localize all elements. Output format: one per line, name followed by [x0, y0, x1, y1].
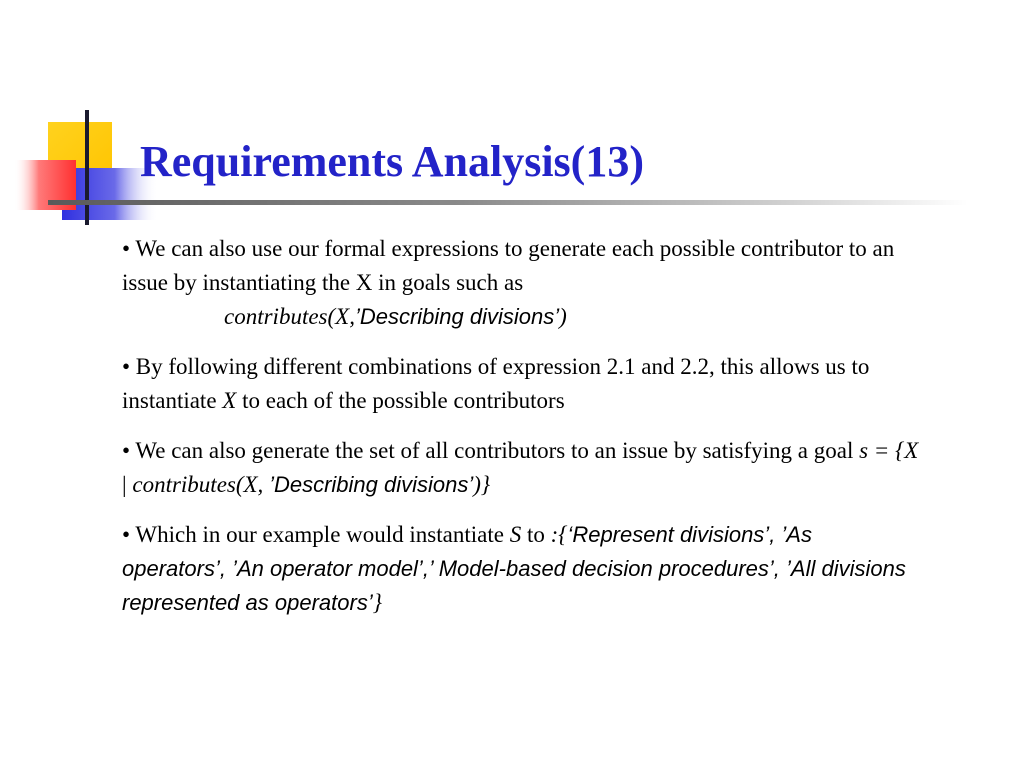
bullet-1-text: • We can also use our formal expressions to generate each possible contributor to an issue by instantiating the X in goals such as — [122, 236, 895, 295]
expr-part: ’Describing divisions’ — [269, 472, 474, 497]
expr-part: s = {X — [859, 438, 919, 463]
slide-body — [122, 232, 922, 636]
expr-part: )} — [473, 472, 491, 497]
bullet-2-text-end: to each of the possible contributors — [236, 388, 565, 413]
expr-part: ’Describing divisions’ — [354, 304, 560, 329]
bullet-3 — [122, 434, 922, 502]
bullet-4-text-to: to — [521, 522, 551, 547]
bullet-4-list: ‘Represent divisions’, ’As operators’, ’An operator model’,’ Model-based decision procedures’, ’All divisions represented as operators’ — [122, 522, 906, 615]
bullet-4 — [122, 518, 922, 620]
expr-part: contributes(X, — [132, 472, 270, 497]
brace-open: :{ — [550, 522, 568, 547]
brace-close: } — [372, 590, 382, 615]
slide-title: Requirements Analysis(13) — [140, 137, 644, 186]
bullet-1-expression — [122, 300, 922, 334]
bullet-4-var: S — [509, 522, 522, 547]
bullet-2 — [122, 350, 922, 418]
vertical-line — [85, 110, 89, 225]
expr-part: contributes(X, — [224, 304, 355, 329]
title-underline — [48, 200, 968, 205]
bullet-3-text: • We can also generate the set of all contributors to an issue by satisfying a goal — [122, 438, 860, 463]
expr-pipe: | — [122, 472, 133, 497]
bullet-4-text: • Which in our example would instantiate — [122, 522, 510, 547]
bullet-2-var: X — [222, 388, 237, 413]
bullet-2-text: • By following different combinations of expression 2.1 and 2.2, this allows us to instantiate — [122, 354, 870, 413]
bullet-1 — [122, 232, 922, 334]
expr-part: ) — [559, 304, 567, 329]
